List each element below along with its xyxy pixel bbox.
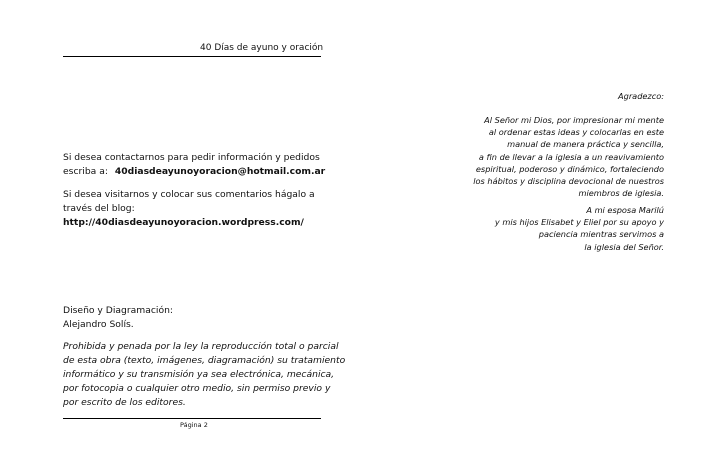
acknowledgement-line: espiritual, poderoso y dinámico, fortaleciendo	[475, 163, 664, 174]
acknowledgement-line: manual de manera práctica y sencilla,	[507, 139, 664, 150]
copyright-line: por fotocopia o cualquier otro medio, sin permiso previo y	[63, 383, 331, 394]
copyright-notice	[63, 340, 346, 410]
acknowledgement-line: al ordenar estas ideas y colocarlas en este	[488, 127, 664, 138]
contact-email: 40diasdeayunoyoracion@hotmail.com.ar	[114, 166, 326, 177]
contact-block	[63, 151, 325, 179]
acknowledgement-line: los hábitos y disciplina devocional de nuestros	[473, 176, 664, 187]
copyright-line: de esta obra (texto, imágenes, diagramación) su tratamiento	[63, 355, 346, 366]
acknowledgement-line: y mis hijos Elisabet y Eliel por su apoyo y	[494, 217, 664, 228]
contact-line-2	[63, 165, 325, 179]
acknowledgement-line: A mi esposa Marilú	[586, 205, 664, 215]
running-header-title: 40 Días de ayuno y oración	[200, 43, 324, 53]
blog-block	[63, 188, 325, 230]
acknowledgement-family	[414, 204, 664, 253]
contact-write-label: escriba a:	[63, 166, 108, 177]
contact-line-1: Si desea contactarnos para pedir información y pedidos	[63, 152, 320, 163]
acknowledgement-line: la iglesia del Señor.	[584, 241, 664, 252]
blog-line-2: través del blog:	[63, 203, 135, 214]
acknowledgements-heading: Agradezco:	[618, 91, 664, 101]
copyright-line: informático y su transmisión ya sea electrónica, mecánica,	[63, 369, 335, 380]
acknowledgement-line: miembros de iglesia.	[578, 188, 664, 199]
acknowledgement-god	[414, 114, 664, 199]
acknowledgement-line: a fin de llevar a la iglesia a un reavivamiento	[478, 151, 664, 162]
design-credit-block	[63, 304, 325, 332]
blog-url: http://40diasdeayunoyoracion.wordpress.com/	[63, 217, 304, 228]
header-rule	[63, 56, 321, 57]
copyright-line: Prohibida y penada por la ley la reproducción total o parcial	[63, 341, 339, 352]
footer-rule	[63, 418, 321, 419]
copyright-line: por escrito de los editores.	[63, 397, 186, 408]
page-number: Página 2	[180, 421, 208, 429]
acknowledgement-line: Al Señor mi Dios, por impresionar mi mente	[484, 115, 664, 125]
blog-line-1: Si desea visitarnos y colocar sus comentarios hágalo a	[63, 189, 315, 200]
design-credit-label: Diseño y Diagramación:	[63, 305, 174, 316]
design-credit-name: Alejandro Solís.	[63, 319, 134, 330]
acknowledgement-line: paciencia mientras servimos a	[538, 229, 664, 240]
